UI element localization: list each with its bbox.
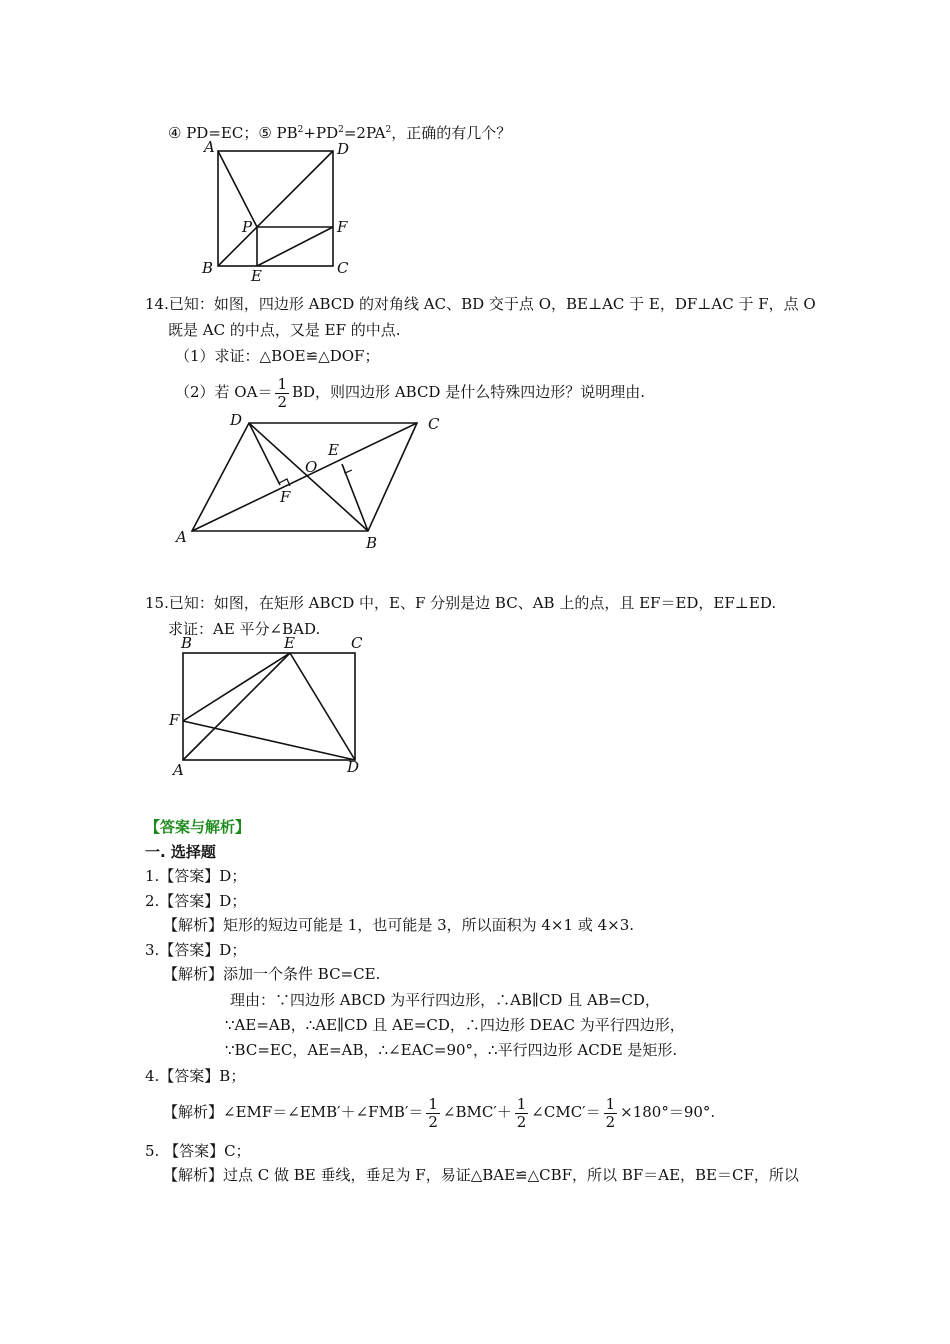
label-e: E <box>251 267 262 285</box>
q13-figure <box>200 138 360 283</box>
label-d: D <box>347 758 360 776</box>
fraction-half-1: $\frac{1}{2}$ <box>428 1094 438 1131</box>
section-heading: 一. 选择题 <box>145 843 216 861</box>
label-c: C <box>337 259 349 277</box>
segment-df <box>249 423 280 485</box>
segment-fd <box>183 721 355 760</box>
q15-line1: 15.已知：如图，在矩形 ABCD 中，E、F 分别是边 BC、AB 上的点，且 EF＝ED，EF⊥ED. <box>145 594 777 612</box>
q14-part1: （1）求证：△BOE≌△DOF； <box>175 347 380 365</box>
label-o: O <box>305 458 318 476</box>
diagonal-bd <box>249 423 368 531</box>
answer-3-explanation: 【解析】添加一个条件 BC=CE. <box>163 965 381 983</box>
label-d: D <box>230 411 243 429</box>
segment-ed <box>290 653 355 760</box>
answer-3: 3.【答案】D； <box>145 941 247 959</box>
label-d: D <box>337 140 350 158</box>
segment-ef <box>257 227 333 266</box>
segment-be <box>342 464 368 531</box>
answer-5: 5. 【答案】C； <box>145 1142 251 1160</box>
fraction-half-2: $\frac{1}{2}$ <box>516 1094 527 1131</box>
segment-fe <box>183 653 290 721</box>
right-angle-e <box>343 466 352 473</box>
label-b: B <box>181 634 193 652</box>
answer-4: 4.【答案】B； <box>145 1067 246 1085</box>
label-a: A <box>204 138 215 156</box>
fraction-half-3: $\frac{1}{2}$ <box>605 1094 616 1131</box>
segment-ap <box>218 151 257 227</box>
q15-line2: 求证：AE 平分∠BAD. <box>168 620 321 638</box>
answer-5-explanation: 【解析】过点 C 做 BE 垂线，垂足为 F，易证△BAE≌△CBF，所以 BF＝AE，BE＝CF，所以 <box>163 1166 799 1184</box>
label-c: C <box>351 634 363 652</box>
diagonal-bd <box>218 151 333 266</box>
segment-ae <box>183 653 290 760</box>
answer-1: 1.【答案】D； <box>145 867 247 885</box>
label-a: A <box>173 761 184 779</box>
diagonal-ac <box>192 423 417 531</box>
q14-line2: 既是 AC 的中点，又是 EF 的中点. <box>168 321 401 339</box>
label-e: E <box>284 634 295 652</box>
label-c: C <box>428 415 440 433</box>
label-f: F <box>337 218 348 236</box>
q14-part2: （2）若 OA＝ $\frac{1}{2}$ BD，则四边形 ABCD 是什么特殊四边形？说明理由. <box>175 374 645 411</box>
answers-heading: 【答案与解析】 <box>145 818 251 836</box>
label-f: F <box>169 711 180 729</box>
rectangle-abcd <box>183 653 355 760</box>
answer-2-explanation: 【解析】矩形的短边可能是 1，也可能是 3，所以面积为 4×1 或 4×3. <box>163 916 635 934</box>
answer-3-reason-1: 理由：∵四边形 ABCD 为平行四边形，∴AB∥CD 且 AB=CD， <box>230 991 660 1009</box>
answer-2: 2.【答案】D； <box>145 892 247 910</box>
q14-figure <box>170 410 460 555</box>
label-a: A <box>176 528 187 546</box>
fraction-one-half: $\frac{1}{2}$ <box>277 374 287 411</box>
label-b: B <box>202 259 214 277</box>
answer-4-explanation: 【解析】∠EMF＝∠EMB′＋∠FMB′＝ $\frac{1}{2}$ ∠BMC′＋ $\frac{1}{2}$ ∠CMC′＝ $\frac{1}{2}$ ×180°＝90°. <box>163 1094 716 1131</box>
q13-statement: ④ PD=EC；⑤ $PB^2+PD^2=2PA^2$，正确的有几个？ <box>168 124 512 142</box>
label-p: P <box>242 218 253 236</box>
label-f: F <box>280 488 291 506</box>
answer-3-reason-3: ∵BC=EC，AE=AB，∴∠EAC=90°，∴平行四边形 ACDE 是矩形. <box>225 1041 678 1059</box>
label-b: B <box>366 534 378 552</box>
q15-figure <box>165 635 375 780</box>
answer-3-reason-2: ∵AE=AB，∴AE∥CD 且 AE=CD，∴四边形 DEAC 为平行四边形， <box>225 1016 685 1034</box>
q14-line1: 14.已知：如图，四边形 ABCD 的对角线 AC、BD 交于点 O，BE⊥AC 于 E，DF⊥AC 于 F，点 O <box>145 295 816 313</box>
label-e: E <box>328 441 339 459</box>
